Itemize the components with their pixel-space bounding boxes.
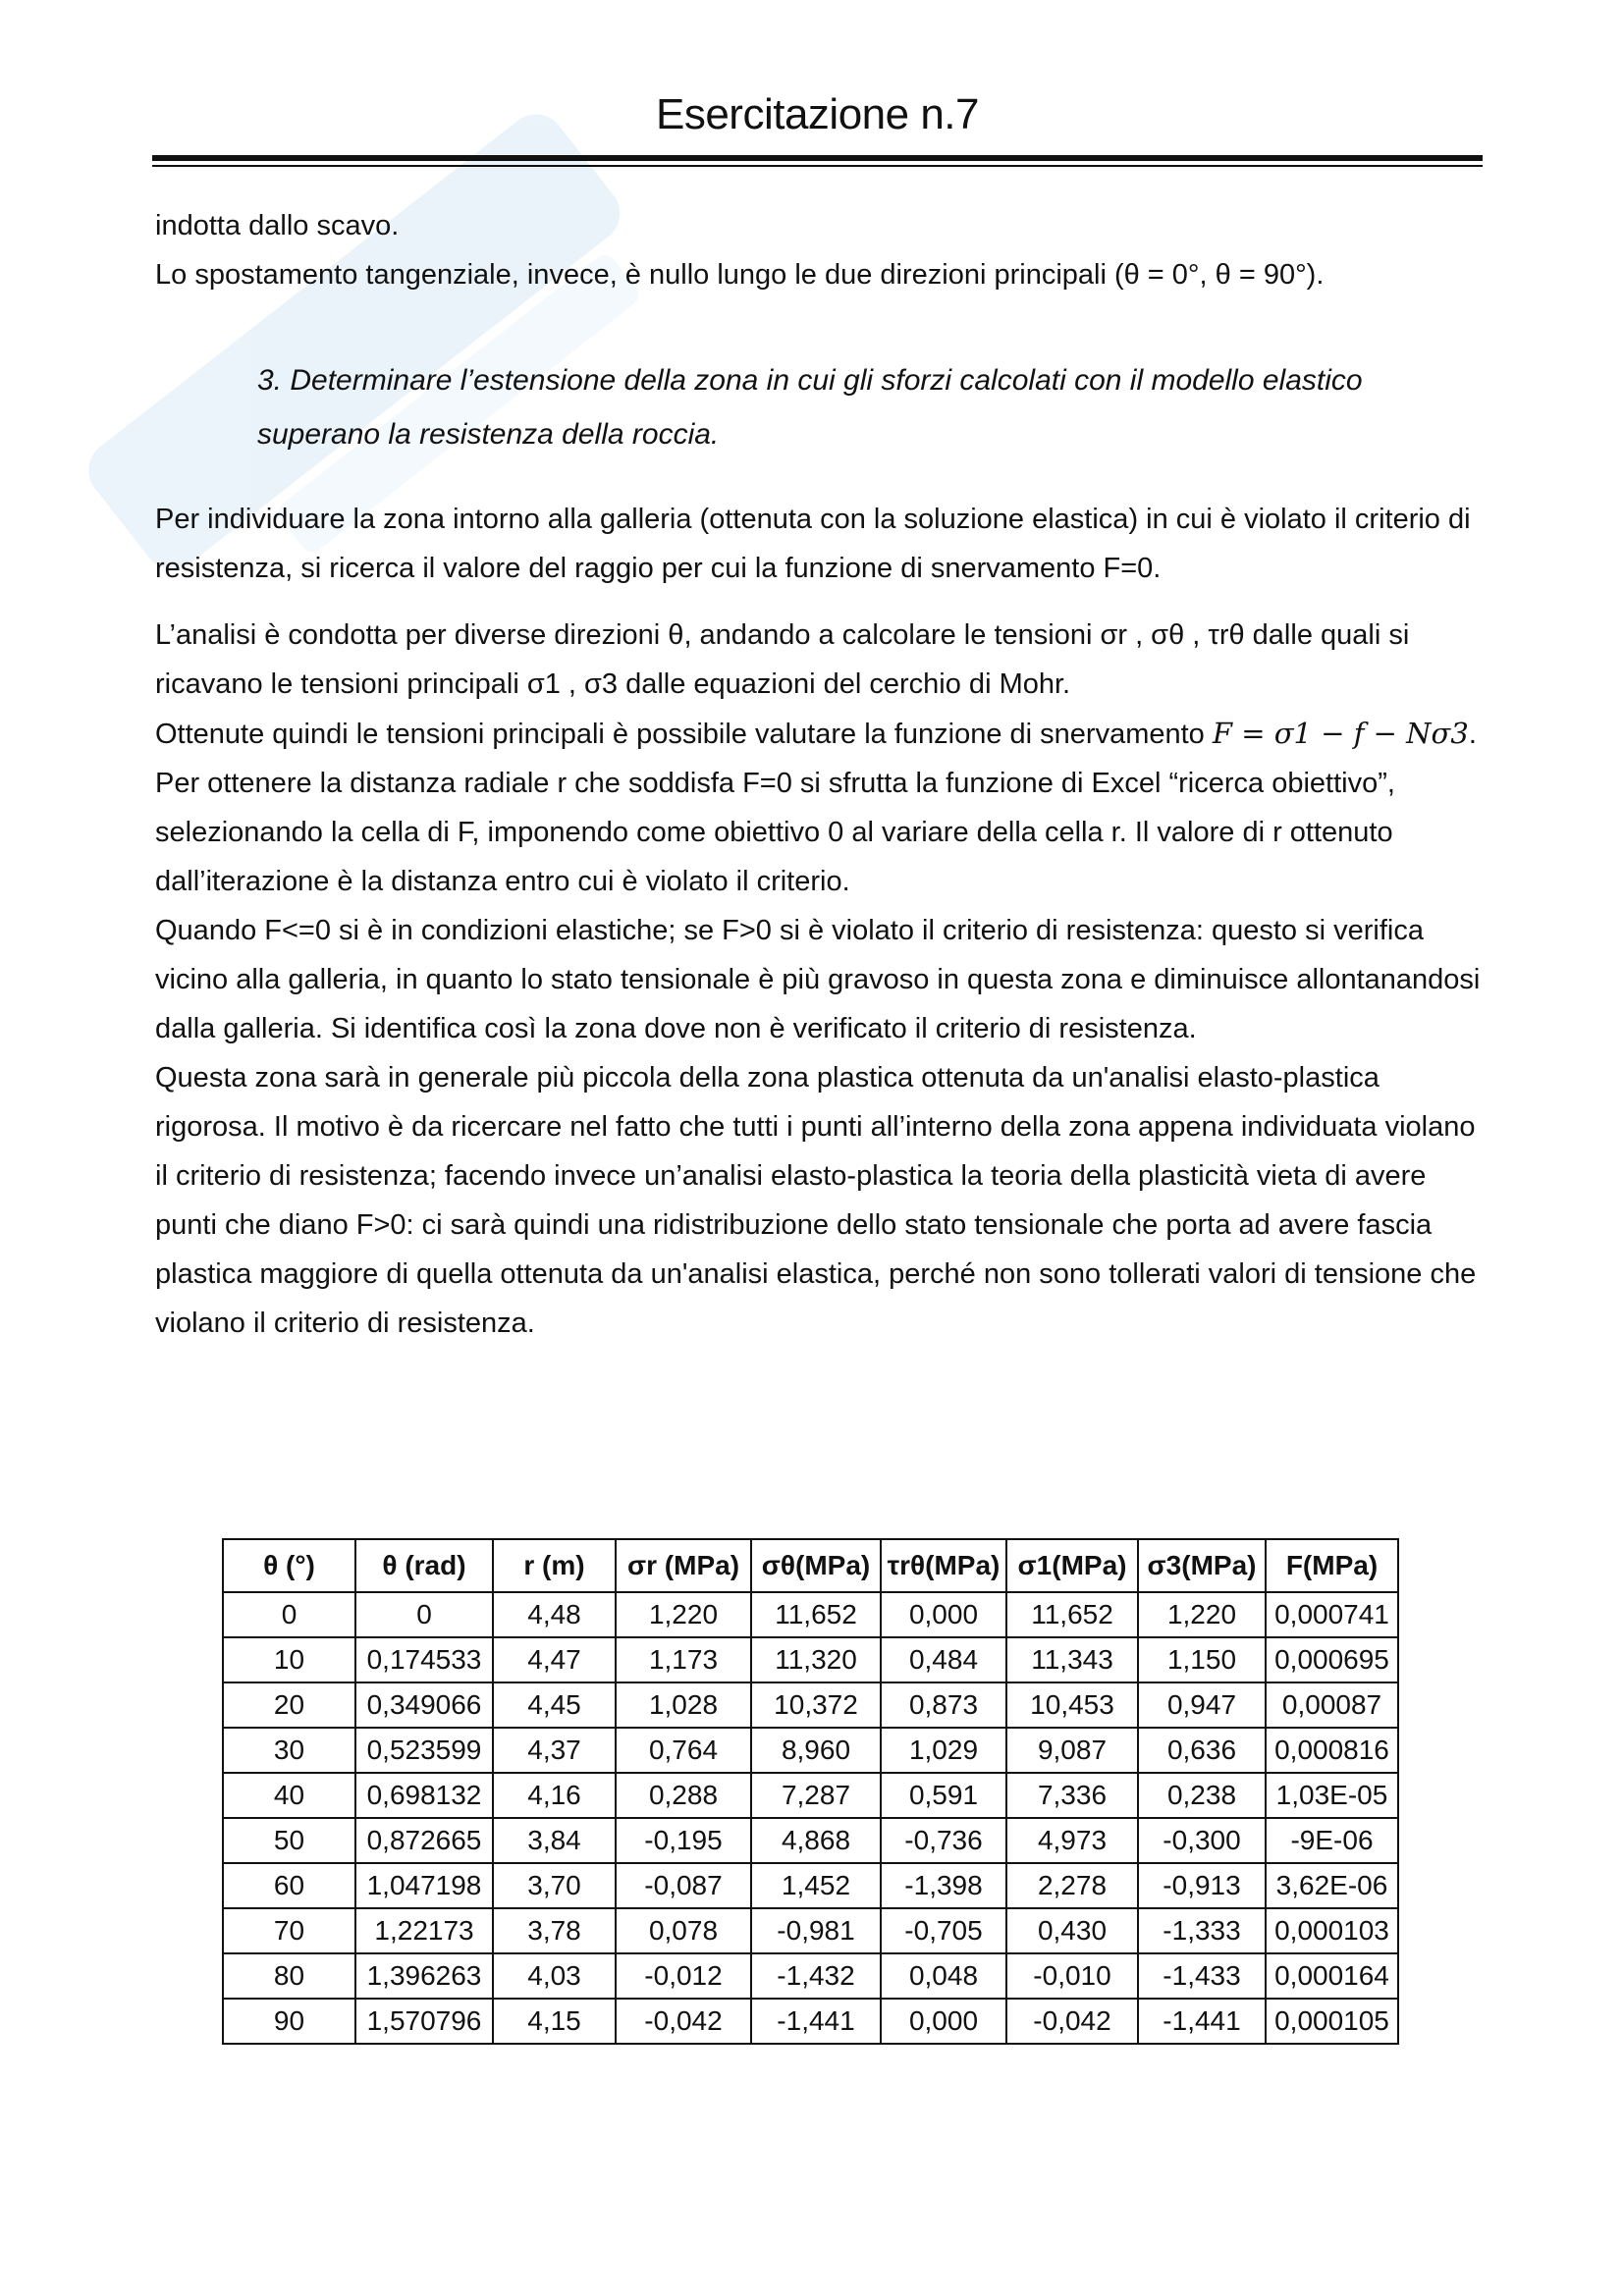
table-cell: 0,764 bbox=[616, 1728, 751, 1773]
table-cell: 4,45 bbox=[493, 1682, 616, 1728]
table-cell: 4,03 bbox=[493, 1953, 616, 1999]
table-cell: 11,320 bbox=[751, 1637, 881, 1682]
column-header: θ (°) bbox=[223, 1539, 355, 1592]
table-cell: 0,873 bbox=[881, 1682, 1006, 1728]
section-heading bbox=[257, 353, 1490, 461]
table-row bbox=[223, 1863, 1398, 1908]
table-cell: -1,433 bbox=[1138, 1953, 1266, 1999]
table-cell: 4,868 bbox=[751, 1818, 881, 1863]
page-title: Esercitazione n.7 bbox=[655, 90, 980, 138]
table-cell: -1,398 bbox=[881, 1863, 1006, 1908]
table-cell: 0,00087 bbox=[1266, 1682, 1398, 1728]
table-header-row bbox=[223, 1539, 1398, 1592]
table-cell: -0,012 bbox=[616, 1953, 751, 1999]
table-cell: 0 bbox=[355, 1592, 493, 1637]
table-cell: 3,70 bbox=[493, 1863, 616, 1908]
table-cell: 4,37 bbox=[493, 1728, 616, 1773]
table-cell: -0,981 bbox=[751, 1908, 881, 1953]
table-row bbox=[223, 1999, 1398, 2044]
column-header: θ (rad) bbox=[355, 1539, 493, 1592]
table-cell: 90 bbox=[223, 1999, 355, 2044]
table-row bbox=[223, 1592, 1398, 1637]
paragraph: indotta dallo scavo. bbox=[155, 210, 400, 241]
table-cell: 4,48 bbox=[493, 1592, 616, 1637]
results-table bbox=[222, 1538, 1399, 2045]
table-cell: 0,174533 bbox=[355, 1637, 493, 1682]
table-cell: 11,652 bbox=[1006, 1592, 1138, 1637]
table-cell: -9E-06 bbox=[1266, 1818, 1398, 1863]
table-row bbox=[223, 1908, 1398, 1953]
table-cell: 0,000741 bbox=[1266, 1592, 1398, 1637]
table-cell: 1,452 bbox=[751, 1863, 881, 1908]
table-cell: 1,220 bbox=[616, 1592, 751, 1637]
section-heading-text: Determinare l’estensione della zona in cui gli sforzi calcolati con il modello elastico superano la resistenza della roccia. bbox=[257, 364, 1363, 451]
table-cell: 7,287 bbox=[751, 1773, 881, 1818]
table-cell: 30 bbox=[223, 1728, 355, 1773]
table-cell: -0,010 bbox=[1006, 1953, 1138, 1999]
table-cell: 10,372 bbox=[751, 1682, 881, 1728]
table-cell: 3,84 bbox=[493, 1818, 616, 1863]
table-row bbox=[223, 1682, 1398, 1728]
table-cell: 0,078 bbox=[616, 1908, 751, 1953]
paragraph: Quando F<=0 si è in condizioni elastiche; se F>0 si è violato il criterio di resistenza: questo si verifica vicino alla galleria, in quanto lo stato tensionale è più gravoso in questa zona e diminuisce allontanandosi dalla galleria. Si identifica così la zona dove non è verificato il criterio di resistenza. bbox=[155, 915, 1481, 1044]
table-cell: 0,591 bbox=[881, 1773, 1006, 1818]
table-cell: 0,288 bbox=[616, 1773, 751, 1818]
table-cell: -1,432 bbox=[751, 1953, 881, 1999]
table-cell: 0,048 bbox=[881, 1953, 1006, 1999]
table-cell: 0,000816 bbox=[1266, 1728, 1398, 1773]
table-cell: 1,029 bbox=[881, 1728, 1006, 1773]
table-cell: -1,441 bbox=[1138, 1999, 1266, 2044]
table-row bbox=[223, 1728, 1398, 1773]
column-header: F(MPa) bbox=[1266, 1539, 1398, 1592]
table-cell: -1,333 bbox=[1138, 1908, 1266, 1953]
table-cell: 0,484 bbox=[881, 1637, 1006, 1682]
table-cell: 0,430 bbox=[1006, 1908, 1138, 1953]
table-cell: 4,973 bbox=[1006, 1818, 1138, 1863]
column-header: σ3(MPa) bbox=[1138, 1539, 1266, 1592]
table-cell: 4,16 bbox=[493, 1773, 616, 1818]
table-cell: -0,705 bbox=[881, 1908, 1006, 1953]
table-cell: 0 bbox=[223, 1592, 355, 1637]
table-cell: 4,15 bbox=[493, 1999, 616, 2044]
paragraph-text: Ottenute quindi le tensioni principali è possibile valutare la funzione di snervamento bbox=[155, 719, 1213, 750]
table-cell: 50 bbox=[223, 1818, 355, 1863]
table-cell: 70 bbox=[223, 1908, 355, 1953]
table-cell: 11,652 bbox=[751, 1592, 881, 1637]
table-cell: 0,523599 bbox=[355, 1728, 493, 1773]
table-cell: 0,000103 bbox=[1266, 1908, 1398, 1953]
table-cell: 80 bbox=[223, 1953, 355, 1999]
table-cell: 8,960 bbox=[751, 1728, 881, 1773]
table-cell: 7,336 bbox=[1006, 1773, 1138, 1818]
table-cell: 0,000105 bbox=[1266, 1999, 1398, 2044]
table-cell: 2,278 bbox=[1006, 1863, 1138, 1908]
table-cell: -1,441 bbox=[751, 1999, 881, 2044]
table-cell: 0,238 bbox=[1138, 1773, 1266, 1818]
table-cell: 1,570796 bbox=[355, 1999, 493, 2044]
paragraph: Per individuare la zona intorno alla galleria (ottenuta con la soluzione elastica) in cui è violato il criterio di resistenza, si ricerca il valore del raggio per cui la funzione di snervamento F=0. bbox=[155, 504, 1471, 584]
table-cell: 60 bbox=[223, 1863, 355, 1908]
table-cell: 0,000 bbox=[881, 1592, 1006, 1637]
table-cell: -0,300 bbox=[1138, 1818, 1266, 1863]
table-cell: 10,453 bbox=[1006, 1682, 1138, 1728]
paragraph: Lo spostamento tangenziale, invece, è nullo lungo le due direzioni principali (θ = 0°, θ = 90°). bbox=[155, 259, 1325, 291]
table-cell: 11,343 bbox=[1006, 1637, 1138, 1682]
column-header: r (m) bbox=[493, 1539, 616, 1592]
header-rule-thin bbox=[152, 165, 1483, 167]
table-row bbox=[223, 1953, 1398, 1999]
table-cell: 3,62E-06 bbox=[1266, 1863, 1398, 1908]
table-cell: 0,000 bbox=[881, 1999, 1006, 2044]
table-cell: -0,913 bbox=[1138, 1863, 1266, 1908]
table-cell: 0,349066 bbox=[355, 1682, 493, 1728]
column-header: τrθ(MPa) bbox=[881, 1539, 1006, 1592]
header-rule-thick bbox=[152, 155, 1483, 161]
table-cell: -0,736 bbox=[881, 1818, 1006, 1863]
table-cell: 1,028 bbox=[616, 1682, 751, 1728]
body-text bbox=[155, 201, 1490, 1348]
table-row bbox=[223, 1773, 1398, 1818]
table-cell: 3,78 bbox=[493, 1908, 616, 1953]
table-cell: 1,047198 bbox=[355, 1863, 493, 1908]
table-cell: 0,000164 bbox=[1266, 1953, 1398, 1999]
table-cell: 0,000695 bbox=[1266, 1637, 1398, 1682]
table-cell: -0,087 bbox=[616, 1863, 751, 1908]
table-cell: 1,150 bbox=[1138, 1637, 1266, 1682]
paragraph bbox=[155, 709, 1490, 906]
table-row bbox=[223, 1818, 1398, 1863]
table-cell: 20 bbox=[223, 1682, 355, 1728]
table-cell: 0,636 bbox=[1138, 1728, 1266, 1773]
table-cell: 1,396263 bbox=[355, 1953, 493, 1999]
table-cell: 4,47 bbox=[493, 1637, 616, 1682]
table-cell: 40 bbox=[223, 1773, 355, 1818]
table-cell: 1,22173 bbox=[355, 1908, 493, 1953]
table-cell: -0,042 bbox=[1006, 1999, 1138, 2044]
table-cell: -0,042 bbox=[616, 1999, 751, 2044]
table-cell: 1,03E-05 bbox=[1266, 1773, 1398, 1818]
column-header: σθ(MPa) bbox=[751, 1539, 881, 1592]
paragraph-text: . Per ottenere la distanza radiale r che soddisfa F=0 si sfrutta la funzione di Excel “ricerca obiettivo”, selezionando la cella di F, imponendo come obiettivo 0 al variare della cella r. Il valore di r ottenuto dall’iterazione è la distanza entro cui è violato il criterio. bbox=[155, 719, 1477, 897]
table-cell: -0,195 bbox=[616, 1818, 751, 1863]
table-cell: 9,087 bbox=[1006, 1728, 1138, 1773]
column-header: σr (MPa) bbox=[616, 1539, 751, 1592]
table-cell: 10 bbox=[223, 1637, 355, 1682]
table-cell: 0,947 bbox=[1138, 1682, 1266, 1728]
column-header: σ1(MPa) bbox=[1006, 1539, 1138, 1592]
table-cell: 0,698132 bbox=[355, 1773, 493, 1818]
table-row bbox=[223, 1637, 1398, 1682]
section-number: 3. bbox=[257, 364, 283, 397]
paragraph: Questa zona sarà in generale più piccola della zona plastica ottenuta da un'analisi elasto-plastica rigorosa. Il motivo è da ricercare nel fatto che tutti i punti all’interno della zona appena individuata violano il criterio di resistenza; facendo invece un’analisi elasto-plastica la teoria della plasticità vieta di avere punti che diano F>0: ci sarà quindi una ridistribuzione dello stato tensionale che porta ad avere fascia plastica maggiore di quella ottenuta da un'analisi elastica, perché non sono tollerati valori di tensione che violano il criterio di resistenza. bbox=[155, 1062, 1477, 1339]
yield-function-formula: F = σ1 − f − Nσ3 bbox=[1212, 717, 1469, 750]
table-cell: 1,220 bbox=[1138, 1592, 1266, 1637]
paragraph: L’analisi è condotta per diverse direzioni θ, andando a calcolare le tensioni σr , σθ , τrθ dalle quali si ricavano le tensioni principali σ1 , σ3 dalle equazioni del cerchio di Mohr. bbox=[155, 619, 1410, 700]
table-cell: 1,173 bbox=[616, 1637, 751, 1682]
table-cell: 0,872665 bbox=[355, 1818, 493, 1863]
